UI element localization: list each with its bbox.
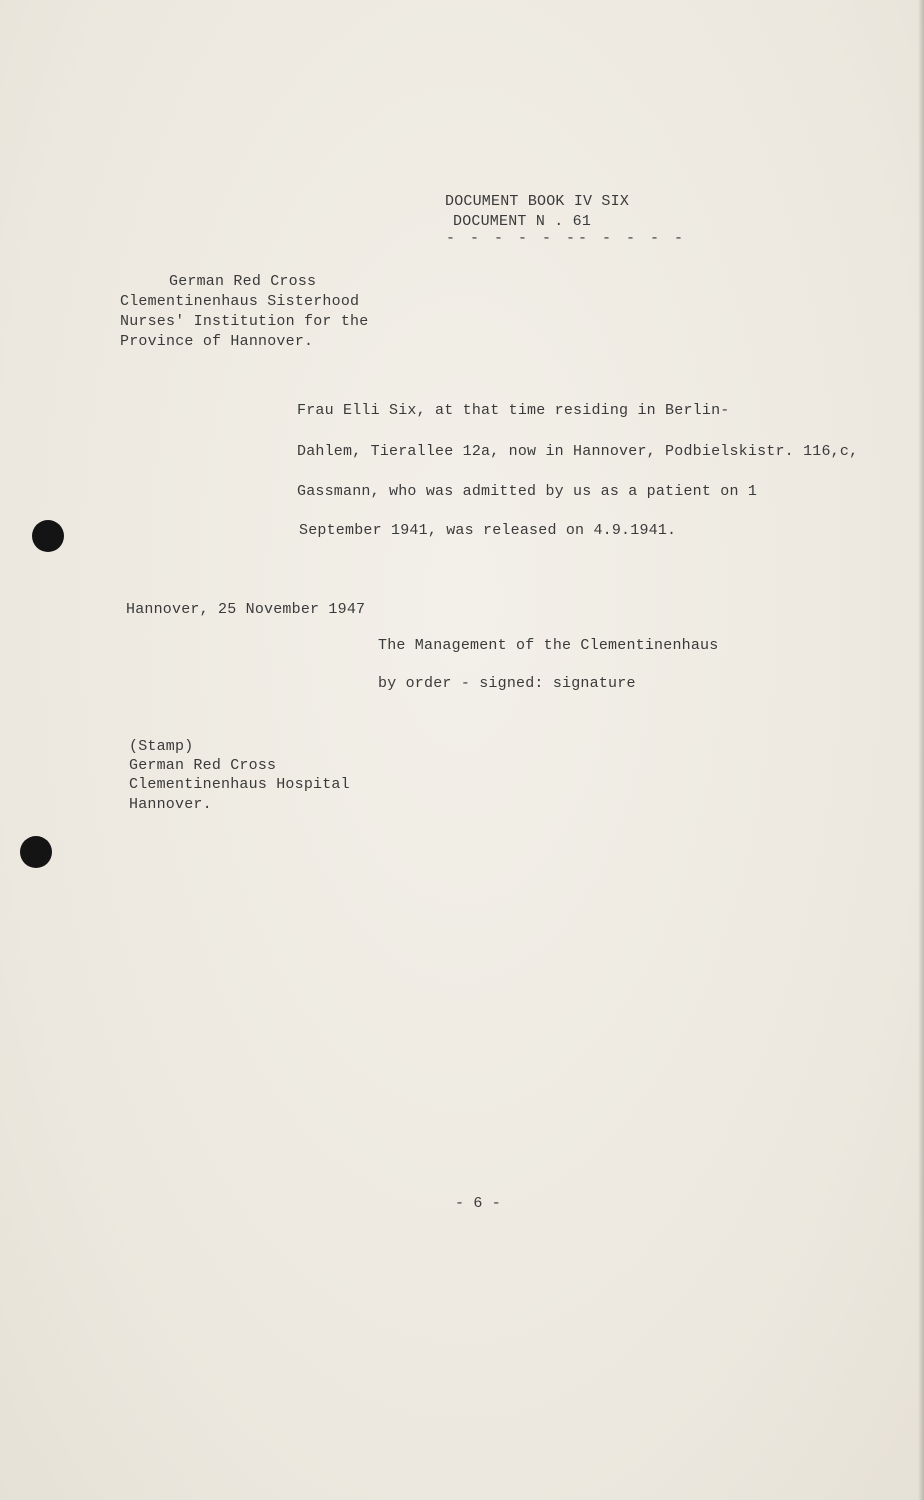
stamp-line-2: German Red Cross xyxy=(129,757,277,774)
dateline: Hannover, 25 November 1947 xyxy=(126,601,366,618)
body-line-2: Dahlem, Tierallee 12a, now in Hannover, Podbielskistr. 116,c, xyxy=(297,443,859,460)
body-line-1: Frau Elli Six, at that time residing in Berlin- xyxy=(297,402,730,419)
sender-line-2: Clementinenhaus Sisterhood xyxy=(120,293,360,310)
sender-line-1: German Red Cross xyxy=(169,273,317,290)
signature-line-2: by order - signed: signature xyxy=(378,675,636,692)
document-book-heading: DOCUMENT BOOK IV SIX xyxy=(445,193,630,210)
punch-hole-top xyxy=(32,520,64,552)
page-edge-shadow xyxy=(918,0,924,1500)
body-line-3: Gassmann, who was admitted by us as a patient on 1 xyxy=(297,483,758,500)
stamp-line-1: (Stamp) xyxy=(129,738,194,755)
body-line-4: September 1941, was released on 4.9.1941. xyxy=(299,522,677,539)
sender-line-4: Province of Hannover. xyxy=(120,333,314,350)
header-rule: - - - - - -- - - - - xyxy=(446,230,687,247)
document-number-heading: DOCUMENT N . 61 xyxy=(453,213,592,230)
stamp-line-4: Hannover. xyxy=(129,796,212,813)
stamp-line-3: Clementinenhaus Hospital xyxy=(129,776,350,793)
sender-line-3: Nurses' Institution for the xyxy=(120,313,369,330)
signature-line-1: The Management of the Clementinenhaus xyxy=(378,637,719,654)
page-number: - 6 - xyxy=(455,1195,502,1212)
punch-hole-bottom xyxy=(20,836,52,868)
